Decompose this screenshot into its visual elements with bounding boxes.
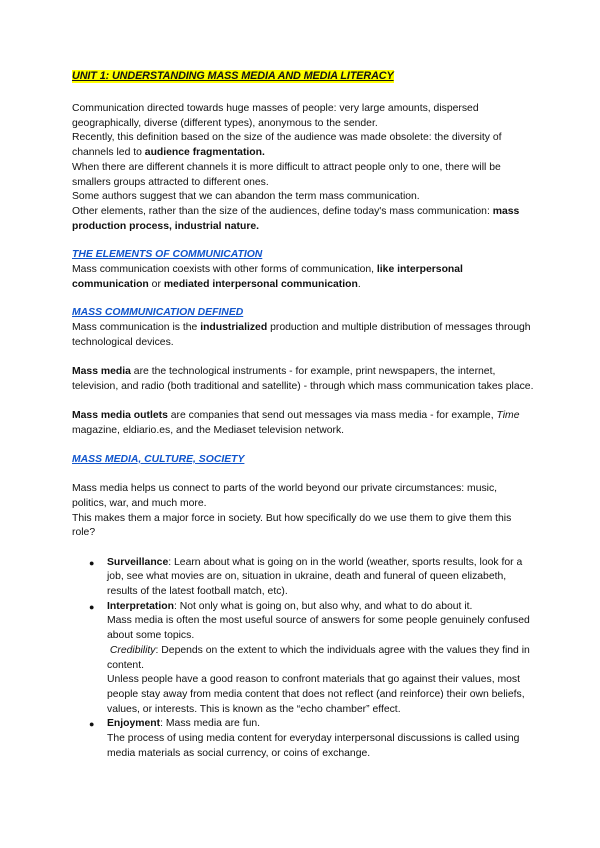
time-magazine-title: Time xyxy=(496,410,520,422)
document-page xyxy=(72,70,534,761)
elements-text-a: Mass communication coexists with other forms of communication, xyxy=(72,264,377,276)
defined-p3-text-b: are companies that send out messages via mass media - for example, xyxy=(167,410,497,422)
enjoyment-text: : Mass media are fun. xyxy=(160,718,261,730)
defined-p1-text-a: Mass communication is the xyxy=(72,322,201,334)
mediated-interpersonal-term: mediated interpersonal communication xyxy=(163,278,358,290)
defined-paragraph-3 xyxy=(72,409,534,438)
bullet-icon: ● xyxy=(89,557,95,568)
intro-paragraph-4: Some authors suggest that we can abandon the term mass communication. xyxy=(72,191,420,203)
elements-text-end: . xyxy=(357,278,361,290)
elements-heading: THE ELEMENTS OF COMMUNICATION xyxy=(72,249,263,261)
defined-p1-text-c: production and multiple distribution of messages through technological devices. xyxy=(72,322,531,348)
culture-paragraph-2: This makes them a major force in society. But how specifically do we use them to give them this role? xyxy=(72,512,512,539)
credibility-line xyxy=(107,644,534,673)
intro-paragraph-2 xyxy=(72,131,534,160)
elements-paragraph xyxy=(72,263,534,292)
defined-section xyxy=(72,306,534,438)
intro-section xyxy=(72,102,534,234)
interpersonal-term: like interpersonal communication xyxy=(72,264,463,290)
culture-paragraph-1: Mass media helps us connect to parts of the world beyond our private circumstances: music, politics, war, and much more. xyxy=(72,483,498,509)
bullet-icon: ● xyxy=(89,719,95,730)
mass-media-term: Mass media xyxy=(72,366,131,378)
title-row xyxy=(72,70,534,83)
intro-paragraph-3: When there are different channels it is more difficult to attract people only to one, there will be smallers groups attracted to different ones. xyxy=(72,161,501,188)
credibility-text: : Depends on the extent to which the individuals agree with the values they find in content. xyxy=(107,644,530,671)
audience-fragmentation-term: audience fragmentation. xyxy=(144,147,265,159)
list-item-surveillance xyxy=(72,556,534,600)
page-title: UNIT 1: UNDERSTANDING MASS MEDIA AND MEDIA LITERACY xyxy=(72,70,394,82)
elements-text-or: or xyxy=(148,278,164,290)
interpretation-line-2: Mass media is often the most useful source of answers for some people genuinely confused about some topics. xyxy=(107,615,530,642)
intro-p5-text: Other elements, rather than the size of the audiences, define today's mass communication: xyxy=(72,205,493,217)
defined-p2-text: are the technological instruments - for example, print newspapers, the internet, television, and radio (both traditional and satellite) - through which mass communication takes place. xyxy=(72,366,534,392)
echo-chamber-line: Unless people have a good reason to confront materials that go against their values, most people stay away from media content that does not reflect (and reinforce) their own beliefs, values, or interests. This is known as the “echo chamber” effect. xyxy=(107,674,525,715)
interpretation-label: Interpretation xyxy=(107,600,174,612)
industrialized-term: industrialized xyxy=(200,322,268,334)
intro-paragraph-5 xyxy=(72,205,534,234)
culture-section xyxy=(72,453,534,762)
intro-paragraph-1: Communication directed towards huge masses of people: very large amounts, dispersed geographically, diverse (different types), anonymous to the sender. xyxy=(72,103,479,129)
list-item-interpretation xyxy=(72,600,534,718)
surveillance-label: Surveillance xyxy=(107,556,169,568)
defined-paragraph-2 xyxy=(72,365,534,394)
defined-paragraph-1 xyxy=(72,321,534,350)
interpretation-text: : Not only what is going on, but also why, and what to do about it. xyxy=(173,600,473,612)
credibility-label: Credibility xyxy=(109,644,156,656)
enjoyment-label: Enjoyment xyxy=(107,718,161,730)
defined-heading: MASS COMMUNICATION DEFINED xyxy=(72,307,244,319)
surveillance-text: : Learn about what is going on in the world (weather, sports results, look for a job, see what movies are on, situation in ukraine, death and funeral of queen elizabeth, results of the latest football match, etc). xyxy=(107,556,523,598)
mass-media-outlets-term: Mass media outlets xyxy=(72,410,168,422)
list-item-enjoyment xyxy=(72,717,534,761)
mass-production-term: mass production process, industrial nature. xyxy=(72,205,520,232)
intro-p2-text: Recently, this definition based on the size of the audience was made obsolete: the diversity of channels led to xyxy=(72,132,502,159)
elements-section xyxy=(72,248,534,292)
culture-heading: MASS MEDIA, CULTURE, SOCIETY xyxy=(72,453,245,465)
defined-p3-text-d: magazine, eldiario.es, and the Mediaset television network. xyxy=(72,425,345,437)
uses-list xyxy=(72,556,534,762)
bullet-icon: ● xyxy=(89,601,95,612)
enjoyment-line-2: The process of using media content for everyday interpersonal discussions is called using media materials as social currency, or coins of exchange. xyxy=(107,733,520,759)
